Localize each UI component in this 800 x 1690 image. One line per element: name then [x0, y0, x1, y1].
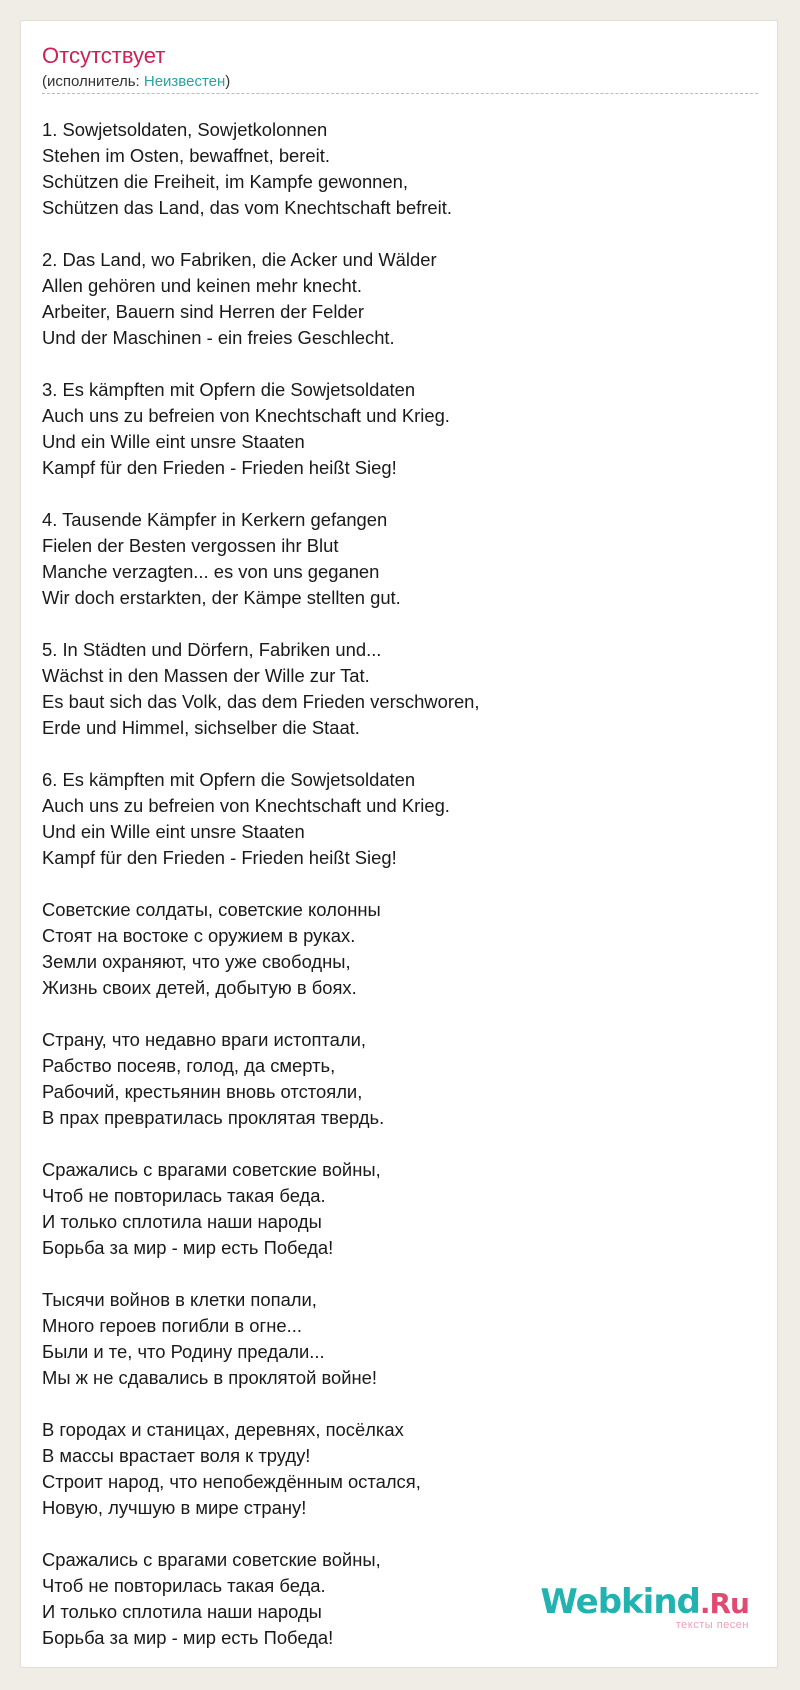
- stanza: [42, 117, 758, 221]
- artist-line: [42, 73, 230, 90]
- lyric-line: Страну, что недавно враги истоптали,: [42, 1029, 366, 1050]
- lyric-line: Тысячи войнов в клетки попали,: [42, 1289, 317, 1310]
- artist-link[interactable]: Неизвестен: [143, 73, 226, 90]
- webkind-logo[interactable]: [540, 1582, 749, 1631]
- logo-wordmark: [540, 1582, 749, 1622]
- logo-name: Webkind: [540, 1582, 700, 1622]
- lyric-line: Allen gehören und keinen mehr knecht.: [42, 275, 363, 296]
- lyric-line: 3. Es kämpften mit Opfern die Sowjetsoldaten: [42, 379, 416, 400]
- stanza: [42, 1157, 758, 1261]
- lyric-line: Es baut sich das Volk, das dem Frieden verschworen,: [42, 691, 480, 712]
- lyric-line: Сражались с врагами советские войны,: [42, 1549, 381, 1570]
- lyric-line: 4. Tausende Kämpfer in Kerkern gefangen: [42, 509, 388, 530]
- lyric-line: Schützen die Freiheit, im Kampfe gewonnen,: [42, 171, 408, 192]
- song-title: Отсутствует: [42, 43, 166, 68]
- stanza: [42, 767, 758, 871]
- lyric-line: Wir doch erstarkten, der Kämpe stellten gut.: [42, 587, 401, 608]
- stanza: [42, 377, 758, 481]
- lyric-line: Und ein Wille eint unsre Staaten: [42, 821, 305, 842]
- lyric-line: Auch uns zu befreien von Knechtschaft und Krieg.: [42, 405, 450, 426]
- lyric-line: Und ein Wille eint unsre Staaten: [42, 431, 305, 452]
- lyric-line: В городах и станицах, деревнях, посёлках: [42, 1419, 404, 1440]
- lyric-line: В прах превратилась проклятая твердь.: [42, 1107, 385, 1128]
- lyric-line: И только сплотила наши народы: [42, 1601, 322, 1622]
- lyric-line: Und der Maschinen - ein freies Geschlecht.: [42, 327, 395, 348]
- stanza: [42, 247, 758, 351]
- artist-suffix: ): [225, 73, 231, 90]
- lyric-line: Erde und Himmel, sichselber die Staat.: [42, 717, 360, 738]
- lyric-line: Чтоб не повторилась такая беда.: [42, 1185, 326, 1206]
- lyric-line: Kampf für den Frieden - Frieden heißt Sieg!: [42, 457, 397, 478]
- lyric-line: Строит народ, что непобеждённым остался,: [42, 1471, 421, 1492]
- lyrics-text: [42, 117, 758, 1677]
- stanza: [42, 1287, 758, 1391]
- stanza: [42, 1027, 758, 1131]
- lyric-line: Много героев погибли в огне...: [42, 1315, 302, 1336]
- stanza: [42, 637, 758, 741]
- lyric-line: Stehen im Osten, bewaffnet, bereit.: [42, 145, 330, 166]
- lyric-line: 5. In Städten und Dörfern, Fabriken und...: [42, 639, 382, 660]
- lyric-line: Auch uns zu befreien von Knechtschaft und Krieg.: [42, 795, 450, 816]
- lyric-line: В массы врастает воля к труду!: [42, 1445, 311, 1466]
- lyric-line: Schützen das Land, das vom Knechtschaft befreit.: [42, 197, 452, 218]
- lyric-line: Жизнь своих детей, добытую в боях.: [42, 977, 357, 998]
- lyric-line: Wächst in den Massen der Wille zur Tat.: [42, 665, 370, 686]
- stanza: [42, 1417, 758, 1521]
- lyric-line: Рабочий, крестьянин вновь отстояли,: [42, 1081, 363, 1102]
- lyric-line: Новую, лучшую в мире страну!: [42, 1497, 307, 1518]
- lyric-line: 6. Es kämpften mit Opfern die Sowjetsoldaten: [42, 769, 416, 790]
- lyric-line: Сражались с врагами советские войны,: [42, 1159, 381, 1180]
- lyric-line: И только сплотила наши народы: [42, 1211, 322, 1232]
- lyric-line: Земли охраняют, что уже свободны,: [42, 951, 351, 972]
- logo-tld: .Ru: [699, 1587, 749, 1620]
- artist-prefix: (исполнитель:: [42, 73, 144, 90]
- lyric-line: Советские солдаты, советские колонны: [42, 899, 381, 920]
- lyric-line: 1. Sowjetsoldaten, Sowjetkolonnen: [42, 119, 328, 140]
- title-divider: [42, 93, 758, 94]
- lyric-line: Чтоб не повторилась такая беда.: [42, 1575, 326, 1596]
- lyric-line: Рабство посеяв, голод, да смерть,: [42, 1055, 336, 1076]
- lyric-line: 2. Das Land, wo Fabriken, die Acker und Wälder: [42, 249, 437, 270]
- lyric-line: Мы ж не сдавались в проклятой войне!: [42, 1367, 378, 1388]
- lyric-line: Kampf für den Frieden - Frieden heißt Sieg!: [42, 847, 397, 868]
- logo-tagline: тексты песен: [675, 1619, 749, 1631]
- stanza: [42, 507, 758, 611]
- lyric-line: Arbeiter, Bauern sind Herren der Felder: [42, 301, 364, 322]
- lyrics-card: [20, 20, 778, 1668]
- lyric-line: Борьба за мир - мир есть Победа!: [42, 1627, 334, 1648]
- lyric-line: Стоят на востоке с оружием в руках.: [42, 925, 356, 946]
- stanza: [42, 897, 758, 1001]
- lyric-line: Fielen der Besten vergossen ihr Blut: [42, 535, 339, 556]
- lyric-line: Были и те, что Родину предали...: [42, 1341, 325, 1362]
- lyric-line: Manche verzagten... es von uns geganen: [42, 561, 380, 582]
- lyric-line: Борьба за мир - мир есть Победа!: [42, 1237, 334, 1258]
